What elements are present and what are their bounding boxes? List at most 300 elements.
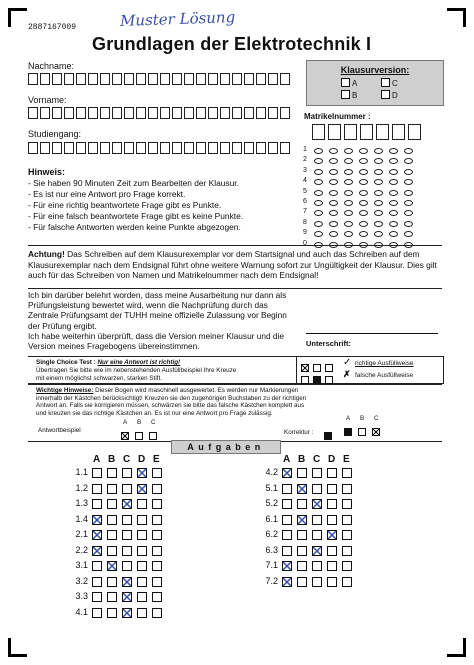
matrikel-bubble[interactable] [374,169,383,175]
matrikel-bubble[interactable] [359,221,368,227]
hinweis-item: - Für falsche Antworten werden keine Punkte abgezogen. [28,222,243,233]
answer-box-left-1.4-E[interactable] [152,515,162,525]
char-box[interactable] [280,142,290,154]
matrikel-bubble[interactable] [389,179,398,185]
matrikel-bubble[interactable] [314,210,323,216]
answer-box-left-2.1-A[interactable] [92,530,102,540]
char-box[interactable] [244,142,254,154]
char-box[interactable] [208,142,218,154]
char-box[interactable] [40,142,50,154]
answer-box-left-1.3-D[interactable] [137,499,147,509]
matrikel-digit-label: 9 [303,229,307,237]
char-box[interactable] [196,73,206,85]
vorname-field[interactable] [28,107,292,119]
matrikel-bubble[interactable] [389,190,398,196]
answer-box-right-7.2-E[interactable] [342,577,352,587]
answer-box-right-5.1-D[interactable] [327,484,337,494]
registration-mark-bottom-right [447,638,466,657]
char-box[interactable] [172,142,182,154]
filled-box-icon [313,376,321,384]
answer-box-right-6.2-E[interactable] [342,530,352,540]
handwritten-note: Muster Lösung [119,7,236,31]
matrikel-bubble[interactable] [389,221,398,227]
divider [28,245,442,246]
question-label: 1.3 [75,498,88,508]
answer-column-header: D [328,454,336,465]
empty-box-icon [149,432,157,440]
question-label: 6.3 [265,544,278,555]
matrikel-bubble[interactable] [329,231,338,237]
answer-box-right-4.2-D[interactable] [327,468,337,478]
question-label: 7.1 [265,560,278,570]
answer-box-left-2.1-C[interactable] [122,530,132,540]
matrikel-bubble[interactable] [359,158,368,164]
char-box[interactable] [88,107,98,119]
answer-box-left-1.2-A[interactable] [92,484,102,494]
char-box[interactable] [64,73,74,85]
matrikel-digit-label: 7 [303,208,307,216]
matrikel-bubble[interactable] [314,190,323,196]
matrikel-digit-label: 0 [303,239,307,247]
char-box[interactable] [136,73,146,85]
char-box[interactable] [112,107,122,119]
answer-box-right-6.3-D[interactable] [327,546,337,556]
klausurversion-title: Klausurversion: [340,65,410,75]
answer-box-left-1.3-E[interactable] [152,499,162,509]
answer-box-left-2.1-B[interactable] [107,530,117,540]
matrikel-bubble[interactable] [389,200,398,206]
matrikel-bubble[interactable] [374,148,383,154]
matrikelnummer-field[interactable] [312,124,424,140]
studiengang-field[interactable] [28,142,292,154]
question-label: 1.1 [75,467,88,477]
answer-box-left-3.3-B[interactable] [107,592,117,602]
answer-box-left-3.1-D[interactable] [137,561,147,571]
char-box[interactable] [220,142,230,154]
matrikel-bubble[interactable] [329,200,338,206]
answer-box-left-1.4-D[interactable] [137,515,147,525]
question-label: 5.2 [265,498,278,508]
answer-box-right-6.1-D[interactable] [327,515,337,525]
char-box[interactable] [256,107,266,119]
matrikel-digit-label: 2 [303,156,307,164]
matrikel-bubble[interactable] [359,148,368,154]
char-box[interactable] [52,73,62,85]
char-box[interactable] [148,107,158,119]
char-box[interactable] [208,73,218,85]
char-box[interactable] [184,73,194,85]
char-box[interactable] [220,73,230,85]
answer-box-right-6.3-B[interactable] [297,546,307,556]
matrikel-bubble[interactable] [404,210,413,216]
fill-legend: ✓ richtige Ausfüllweise ✗ falsche Ausfüllweise [296,356,444,384]
answer-column-header: E [153,454,160,465]
question-label: 1.2 [75,482,88,493]
matrikel-bubble-row [314,231,419,237]
char-box[interactable] [112,142,122,154]
hinweis-title: Hinweis: [28,167,66,177]
answer-box-right-6.1-E[interactable] [342,515,352,525]
char-box[interactable] [280,107,290,119]
char-box[interactable] [100,107,110,119]
answer-column-header: B [108,454,116,465]
char-box[interactable] [160,73,170,85]
matrikel-bubble[interactable] [374,231,383,237]
answer-box-right-5.1-A[interactable] [282,484,292,494]
matrikel-bubble[interactable] [404,148,413,154]
answer-box-right-7.2-D[interactable] [327,577,337,587]
answer-box-right-5.1-C[interactable] [312,484,322,494]
answer-box-left-3.2-A[interactable] [92,577,102,587]
matrikel-bubble[interactable] [344,221,353,227]
char-box[interactable] [160,107,170,119]
question-label: 1.4 [75,513,88,524]
char-box[interactable] [40,73,50,85]
char-box[interactable] [88,142,98,154]
matrikel-bubble[interactable] [314,169,323,175]
answer-box-left-3.1-E[interactable] [152,561,162,571]
char-box[interactable] [52,107,62,119]
signature-field[interactable] [306,333,438,334]
matrikel-bubble[interactable] [329,190,338,196]
answer-box-right-5.2-C[interactable] [312,499,322,509]
answer-box-left-4.1-B[interactable] [107,608,117,618]
matrikel-digit-label: 8 [303,218,307,226]
matrikel-bubble[interactable] [344,158,353,164]
cross-icon: ✗ [343,369,351,379]
matrikel-bubble[interactable] [389,231,398,237]
matrikel-bubble[interactable] [344,190,353,196]
answer-box-right-4.2-A[interactable] [282,468,292,478]
single-choice-info: Single Choice Test : Nur eine Antwort ist richtig! Übertragen Sie bitte wie im nebenstehenden Ausfüllbeispiel Ihre Kreuze mit einem möglichst schwarzen, starken Stift. [28,356,296,384]
answer-box-right-4.2-B[interactable] [297,468,307,478]
char-box[interactable] [232,73,242,85]
char-box[interactable] [28,107,38,119]
matrikel-bubble[interactable] [404,200,413,206]
answer-box-right-6.3-A[interactable] [282,546,292,556]
matrikel-bubble[interactable] [344,148,353,154]
matrikel-bubble[interactable] [344,200,353,206]
char-box[interactable] [28,142,38,154]
matrikel-bubble[interactable] [359,190,368,196]
crossed-box-icon [372,428,380,436]
char-box[interactable] [328,124,341,140]
answer-box-right-7.1-D[interactable] [327,561,337,571]
checkbox-icon [341,78,350,87]
matrikel-bubble[interactable] [359,231,368,237]
matrikel-bubble[interactable] [389,169,398,175]
answer-box-left-3.2-C[interactable] [122,577,132,587]
answer-box-left-1.2-B[interactable] [107,484,117,494]
vorname-label: Vorname: [28,95,67,105]
matrikel-bubble[interactable] [344,231,353,237]
answer-box-right-5.1-B[interactable] [297,484,307,494]
matrikel-bubble[interactable] [389,210,398,216]
answer-box-left-1.1-D[interactable] [137,468,147,478]
matrikel-bubble[interactable] [314,231,323,237]
checkbox-icon [341,90,350,99]
char-box[interactable] [124,73,134,85]
answer-column-header: D [138,454,146,465]
answer-box-right-6.2-B[interactable] [297,530,307,540]
document-id: 2887167009 [28,23,77,32]
answer-box-right-6.3-C[interactable] [312,546,322,556]
char-box[interactable] [268,107,278,119]
answer-box-left-2.1-E[interactable] [152,530,162,540]
answer-box-left-3.1-B[interactable] [107,561,117,571]
answer-box-right-7.1-B[interactable] [297,561,307,571]
answer-box-left-1.2-E[interactable] [152,484,162,494]
answer-box-right-7.2-C[interactable] [312,577,322,587]
matrikel-bubble[interactable] [329,179,338,185]
char-box[interactable] [232,107,242,119]
nachname-field[interactable] [28,73,292,85]
question-label: 2.1 [75,529,88,539]
answer-box-left-3.3-E[interactable] [152,592,162,602]
answer-box-left-2.1-D[interactable] [137,530,147,540]
version-option-b[interactable]: B [341,90,357,100]
answer-box-left-1.2-C[interactable] [122,484,132,494]
char-box[interactable] [100,142,110,154]
answer-box-left-1.1-B[interactable] [107,468,117,478]
answer-box-left-4.1-C[interactable] [122,608,132,618]
matrikel-bubble[interactable] [329,210,338,216]
matrikel-bubble[interactable] [404,169,413,175]
answer-box-right-5.2-B[interactable] [297,499,307,509]
answer-box-left-1.3-C[interactable] [122,499,132,509]
char-box[interactable] [392,124,405,140]
matrikel-bubble[interactable] [374,200,383,206]
char-box[interactable] [280,73,290,85]
answer-box-left-2.2-E[interactable] [152,546,162,556]
char-box[interactable] [196,142,206,154]
empty-box-icon [358,428,366,436]
matrikel-digit-label: 5 [303,187,307,195]
empty-box-icon [135,432,143,440]
char-box[interactable] [244,107,254,119]
matrikel-bubble[interactable] [404,179,413,185]
answer-box-right-6.1-B[interactable] [297,515,307,525]
matrikelnummer-label: Matrikelnummer : [304,112,371,121]
char-box[interactable] [408,124,421,140]
char-box[interactable] [136,142,146,154]
char-box[interactable] [344,124,357,140]
answer-column-header: C [123,454,131,465]
answer-box-left-1.2-D[interactable] [137,484,147,494]
matrikel-bubble[interactable] [314,200,323,206]
char-box[interactable] [232,142,242,154]
answer-box-left-3.1-C[interactable] [122,561,132,571]
char-box[interactable] [124,142,134,154]
signature-label: Unterschrift: [306,339,352,348]
answer-box-left-1.1-E[interactable] [152,468,162,478]
char-box[interactable] [76,107,86,119]
answer-box-left-1.3-B[interactable] [107,499,117,509]
question-label: 6.1 [265,513,278,524]
answer-box-left-4.1-D[interactable] [137,608,147,618]
matrikel-bubble[interactable] [314,158,323,164]
answer-box-left-1.3-A[interactable] [92,499,102,509]
matrikel-digit-label: 4 [303,177,307,185]
matrikel-bubble[interactable] [344,169,353,175]
answer-box-left-3.2-E[interactable] [152,577,162,587]
version-option-a[interactable]: A [341,78,357,88]
char-box[interactable] [268,73,278,85]
char-box[interactable] [184,142,194,154]
answer-box-right-5.2-A[interactable] [282,499,292,509]
matrikel-bubble[interactable] [404,231,413,237]
checkmark-icon: ✓ [343,357,352,368]
answer-column-header: E [343,454,350,465]
char-box[interactable] [28,73,38,85]
aufgaben-header: Aufgaben [171,440,281,454]
divider [28,288,442,289]
matrikel-bubble[interactable] [329,169,338,175]
char-box[interactable] [76,142,86,154]
answer-box-left-1.1-A[interactable] [92,468,102,478]
answer-box-left-3.2-B[interactable] [107,577,117,587]
matrikel-bubble[interactable] [329,158,338,164]
char-box[interactable] [360,124,373,140]
matrikel-bubble[interactable] [404,221,413,227]
char-box[interactable] [52,142,62,154]
question-label: 4.2 [265,467,278,477]
char-box[interactable] [312,124,325,140]
answer-box-right-4.2-C[interactable] [312,468,322,478]
answer-box-left-3.2-D[interactable] [137,577,147,587]
matrikel-bubble[interactable] [344,179,353,185]
char-box[interactable] [64,107,74,119]
version-option-d[interactable]: D [381,90,398,100]
char-box[interactable] [256,142,266,154]
checkbox-icon [381,78,390,87]
matrikel-bubble[interactable] [359,169,368,175]
answer-box-left-3.3-A[interactable] [92,592,102,602]
matrikel-bubble[interactable] [374,210,383,216]
matrikel-digit-label: 6 [303,198,307,205]
matrikel-bubble[interactable] [329,148,338,154]
matrikel-bubble[interactable] [314,148,323,154]
char-box[interactable] [124,107,134,119]
char-box[interactable] [244,73,254,85]
matrikel-bubble[interactable] [389,148,398,154]
filled-box-icon [324,432,332,440]
answer-box-left-2.2-A[interactable] [92,546,102,556]
char-box[interactable] [172,73,182,85]
answer-box-left-3.1-A[interactable] [92,561,102,571]
char-box[interactable] [100,73,110,85]
matrikel-bubble[interactable] [314,179,323,185]
answer-box-right-7.1-A[interactable] [282,561,292,571]
registration-mark-bottom-left [8,638,27,657]
answer-box-right-6.3-E[interactable] [342,546,352,556]
answer-box-left-1.4-B[interactable] [107,515,117,525]
answer-box-right-6.1-A[interactable] [282,515,292,525]
answer-box-right-4.2-E[interactable] [342,468,352,478]
matrikel-bubble[interactable] [314,221,323,227]
matrikel-bubble[interactable] [374,179,383,185]
answer-box-left-4.1-A[interactable] [92,608,102,618]
char-box[interactable] [136,107,146,119]
version-option-c[interactable]: C [381,78,398,88]
question-label: 2.2 [75,544,88,555]
matrikel-bubble[interactable] [359,179,368,185]
matrikel-bubble[interactable] [374,158,383,164]
answer-box-right-6.2-A[interactable] [282,530,292,540]
answer-box-right-5.2-E[interactable] [342,499,352,509]
answer-box-right-5.2-D[interactable] [327,499,337,509]
matrikel-bubble[interactable] [404,190,413,196]
empty-box-icon [301,376,309,384]
answer-box-right-5.1-E[interactable] [342,484,352,494]
question-label: 3.2 [75,575,88,586]
hinweis-item: - Sie haben 90 Minuten Zeit zum Bearbeiten der Klausur. [28,178,243,189]
char-box[interactable] [376,124,389,140]
answer-column-header: A [93,454,101,465]
answer-box-left-1.1-C[interactable] [122,468,132,478]
answer-box-left-4.1-E[interactable] [152,608,162,618]
char-box[interactable] [160,142,170,154]
char-box[interactable] [112,73,122,85]
char-box[interactable] [220,107,230,119]
matrikel-bubble-row [314,179,419,185]
matrikel-digit-label: 3 [303,166,307,174]
char-box[interactable] [208,107,218,119]
matrikel-digit-label: 1 [303,146,307,153]
answer-box-right-6.2-D[interactable] [327,530,337,540]
crossed-box-icon [121,432,129,440]
answer-box-right-7.1-E[interactable] [342,561,352,571]
char-box[interactable] [184,107,194,119]
answer-box-right-7.2-B[interactable] [297,577,307,587]
answer-box-left-1.4-C[interactable] [122,515,132,525]
question-label: 3.3 [75,591,88,601]
matrikel-bubble[interactable] [359,210,368,216]
hinweis-item: - Für eine falsch beantwortete Frage gibt es keine Punkte. [28,211,243,222]
matrikel-bubble[interactable] [359,200,368,206]
matrikel-bubble[interactable] [374,190,383,196]
answer-box-left-3.3-D[interactable] [137,592,147,602]
answer-box-left-3.3-C[interactable] [122,592,132,602]
matrikel-bubble[interactable] [374,221,383,227]
answer-box-right-6.2-C[interactable] [312,530,322,540]
char-box[interactable] [256,73,266,85]
char-box[interactable] [64,142,74,154]
answer-box-left-2.2-C[interactable] [122,546,132,556]
char-box[interactable] [172,107,182,119]
answer-column-header: B [298,454,306,465]
answer-box-left-2.2-D[interactable] [137,546,147,556]
matrikel-bubble[interactable] [329,221,338,227]
question-label: 5.1 [265,482,278,493]
char-box[interactable] [148,142,158,154]
answer-box-right-7.2-A[interactable] [282,577,292,587]
char-box[interactable] [40,107,50,119]
answer-box-right-6.1-C[interactable] [312,515,322,525]
answer-box-left-2.2-B[interactable] [107,546,117,556]
char-box[interactable] [148,73,158,85]
answer-box-left-1.4-A[interactable] [92,515,102,525]
char-box[interactable] [196,107,206,119]
char-box[interactable] [76,73,86,85]
matrikel-bubble[interactable] [404,158,413,164]
char-box[interactable] [268,142,278,154]
page-title: Grundlagen der Elektrotechnik I [92,34,372,54]
matrikel-bubble[interactable] [344,210,353,216]
char-box[interactable] [88,73,98,85]
matrikel-bubble[interactable] [389,158,398,164]
answer-box-right-7.1-C[interactable] [312,561,322,571]
